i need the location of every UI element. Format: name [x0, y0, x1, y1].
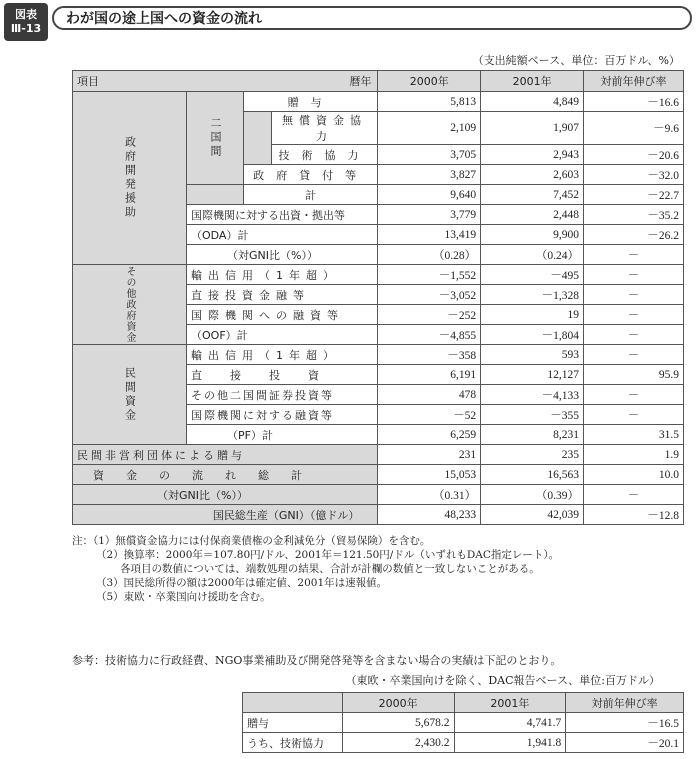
row-label-gni: 国民総生産（GNI）（億ドル） [73, 505, 378, 525]
subtotal-indent-cell [187, 185, 244, 205]
header-item-cell [73, 71, 378, 92]
row-label-oda-gni: （対GNI比（%）） [187, 245, 378, 265]
cell-value: － [583, 245, 683, 265]
row-label-oof-total: （OOF）計 [187, 325, 378, 345]
cell-value: 3,827 [378, 165, 481, 185]
cell-value: －16.6 [583, 92, 683, 112]
row-label-flow-gni: （対GNI比（%）） [73, 485, 378, 505]
cell-value: 2,109 [378, 112, 481, 145]
cell-value: －4,855 [378, 325, 481, 345]
cell-value: －20.6 [583, 145, 683, 165]
header-item: 項目 [77, 75, 99, 88]
cell-value: 2,448 [481, 205, 584, 225]
cell-value: 9,900 [481, 225, 584, 245]
figure-title-bar [52, 6, 692, 30]
badge-label: 図表 [15, 8, 37, 21]
cell-value: －1,804 [481, 325, 584, 345]
note-line: （5）東欧・卒業国向け援助を含む。 [96, 591, 271, 603]
cell-value: －1,328 [481, 285, 584, 305]
group-bilateral-cell [187, 92, 244, 185]
cell-value: 16,563 [481, 465, 584, 485]
cell-value: 4,741.7 [454, 713, 566, 733]
row-label-oof-intl: 国際機関への融資等 [187, 305, 378, 325]
cell-value: －358 [378, 345, 481, 365]
cell-value: （0.24） [481, 245, 584, 265]
row-label-grant: 贈与 [244, 92, 378, 112]
note-line: 注：（1）無償資金協力には付保商業債権の金利減免分（貿易保険）を含む。 [72, 535, 431, 547]
note-line: （3）国民総所得の額は2000年は確定値、2001年は速報値。 [96, 577, 388, 589]
cell-value: 3,779 [378, 205, 481, 225]
reference-header-blank [243, 693, 343, 713]
cell-value: 1,941.8 [454, 733, 566, 753]
cell-value: 2,430.2 [342, 733, 454, 753]
cell-value: 9,640 [378, 185, 481, 205]
note-line: 各項目の数値については、端数処理の結果、合計が計欄の数値と一致しないことがある。 [120, 563, 540, 575]
table-row [243, 713, 684, 733]
table-row [73, 505, 684, 525]
row-label-loans: 政府貸付等 [244, 165, 378, 185]
group-oof-label: その他政府資金 [124, 266, 135, 343]
cell-value: － [583, 325, 683, 345]
row-label-pf-securities: その他二国間証券投資等 [187, 385, 378, 405]
cell-value: 478 [378, 385, 481, 405]
reference-header-2001: 2001年 [454, 693, 566, 713]
cell-value: 1,907 [481, 112, 584, 145]
group-pf-label: 民間資金 [123, 366, 137, 423]
cell-value: 31.5 [583, 425, 683, 445]
reference-table [242, 692, 684, 753]
row-label-pf-export: 輸出信用（1年超） [187, 345, 378, 365]
cell-value: 231 [378, 445, 481, 465]
cell-value: 235 [481, 445, 584, 465]
table-header-row [73, 71, 684, 92]
cell-value: 13,419 [378, 225, 481, 245]
cell-value: 6,191 [378, 365, 481, 385]
cell-value: －22.7 [583, 185, 683, 205]
reference-header-2000: 2000年 [342, 693, 454, 713]
cell-value: （0.31） [378, 485, 481, 505]
table-row [73, 465, 684, 485]
cell-value: －32.0 [583, 165, 683, 185]
cell-value: 2,603 [481, 165, 584, 185]
row-label-intl-contrib: 国際機関に対する出資・拠出等 [187, 205, 378, 225]
cell-value: －355 [481, 405, 584, 425]
cell-value: 19 [481, 305, 584, 325]
row-label-oof-export: 輸出信用（1年超） [187, 265, 378, 285]
cell-value: － [583, 485, 683, 505]
table-row [73, 345, 684, 365]
header-year: 暦年 [349, 75, 372, 88]
group-oda-cell [73, 92, 187, 265]
row-label-oof-direct: 直接投資金融等 [187, 285, 378, 305]
badge-number: Ⅲ-13 [10, 22, 42, 35]
header-2000: 2000年 [378, 71, 481, 92]
cell-value: 6,259 [378, 425, 481, 445]
reference-row-label: うち、技術協力 [243, 733, 343, 753]
row-label-npo: 民間非営利団体による贈与 [73, 445, 378, 465]
row-label-pf-direct: 直接投資 [187, 365, 378, 385]
header-2001: 2001年 [481, 71, 584, 92]
cell-value: 3,705 [378, 145, 481, 165]
row-label-flow-total: 資金の流れ総計 [73, 465, 378, 485]
group-oda-label: 政府開発援助 [123, 136, 137, 220]
table-row [73, 445, 684, 465]
table-row [73, 485, 684, 505]
cell-value: 10.0 [583, 465, 683, 485]
cell-value: 95.9 [583, 365, 683, 385]
figure-title: わが国の途上国への資金の流れ [66, 11, 262, 27]
reference-unit: （東欧・卒業国向けを除く、DAC報告ベース、単位:百万ドル） [345, 674, 660, 687]
cell-value: －35.2 [583, 205, 683, 225]
header-growth: 対前年伸び率 [583, 71, 683, 92]
cell-value: 48,233 [378, 505, 481, 525]
figure-badge [4, 3, 48, 41]
cell-value: －252 [378, 305, 481, 325]
cell-value: －3,052 [378, 285, 481, 305]
table-row [243, 733, 684, 753]
cell-value: 42,039 [481, 505, 584, 525]
cell-value: － [583, 285, 683, 305]
cell-value: －9.6 [583, 112, 683, 145]
cell-value: 8,231 [481, 425, 584, 445]
cell-value: －20.1 [566, 733, 684, 753]
notes [72, 534, 559, 604]
row-label-pf-intl: 国際機関に対する融資等 [187, 405, 378, 425]
group-oof-cell [73, 265, 187, 345]
cell-value: 15,053 [378, 465, 481, 485]
unit-note: （支出純額ベース、単位：百万ドル、%） [472, 54, 680, 67]
cell-value: － [583, 305, 683, 325]
cell-value: 593 [481, 345, 584, 365]
cell-value: 5,678.2 [342, 713, 454, 733]
cell-value: － [583, 265, 683, 285]
cell-value: 5,813 [378, 92, 481, 112]
cell-value: －1,552 [378, 265, 481, 285]
row-label-grant-aid: 無償資金協力 [271, 112, 378, 145]
cell-value: 2,943 [481, 145, 584, 165]
row-label-subtotal: 計 [244, 185, 378, 205]
grant-indent-cell [244, 112, 272, 165]
note-line: （2）換算率：2000年＝107.80円/ドル、2001年＝121.50円/ドル（いずれもDAC指定レート）。 [96, 549, 560, 561]
cell-value: 4,849 [481, 92, 584, 112]
cell-value: －26.2 [583, 225, 683, 245]
cell-value: －12.8 [583, 505, 683, 525]
cell-value: 1.9 [583, 445, 683, 465]
cell-value: －16.5 [566, 713, 684, 733]
table-row [73, 265, 684, 285]
cell-value: －52 [378, 405, 481, 425]
fund-flow-table [72, 70, 684, 525]
cell-value: － [583, 385, 683, 405]
cell-value: 12,127 [481, 365, 584, 385]
reference-note: 参考：技術協力に行政経費、NGO事業補助及び開発啓発等を含まない場合の実績は下記のとおり。 [72, 654, 562, 667]
reference-header-growth: 対前年伸び率 [566, 693, 684, 713]
cell-value: － [583, 405, 683, 425]
reference-header-row [243, 693, 684, 713]
row-label-pf-total: （PF）計 [187, 425, 378, 445]
group-bilateral-label: 二国間 [209, 117, 222, 159]
cell-value: －4,133 [481, 385, 584, 405]
cell-value: （0.39） [481, 485, 584, 505]
table-row [73, 92, 684, 112]
reference-row-label: 贈与 [243, 713, 343, 733]
cell-value: － [583, 345, 683, 365]
row-label-tech-coop: 技術協力 [271, 145, 378, 165]
row-label-oda-total: （ODA）計 [187, 225, 378, 245]
cell-value: （0.28） [378, 245, 481, 265]
cell-value: 7,452 [481, 185, 584, 205]
cell-value: －495 [481, 265, 584, 285]
group-pf-cell [73, 345, 187, 445]
